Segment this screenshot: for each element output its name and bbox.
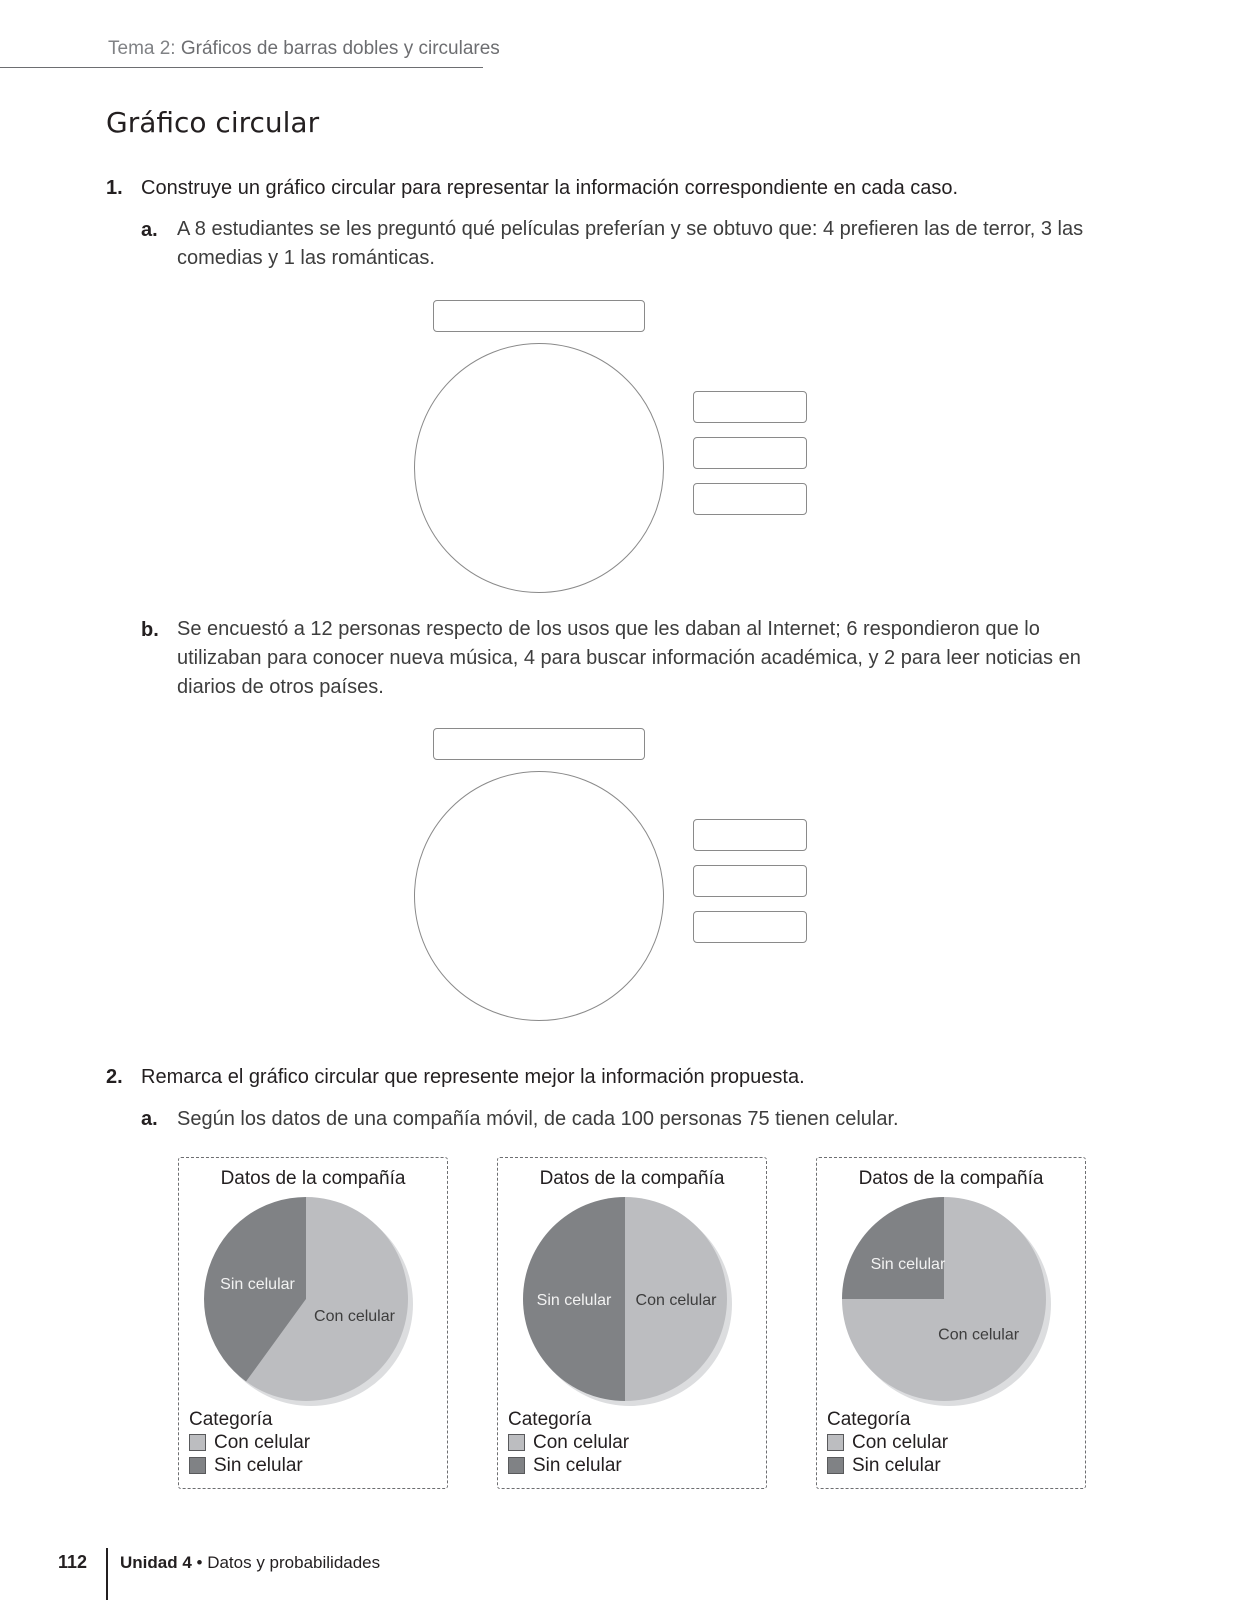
section-title: Gráfico circular xyxy=(106,106,320,139)
pie-chart-title: Datos de la compañía xyxy=(858,1168,1044,1189)
legend-box-1b-3[interactable] xyxy=(693,911,807,943)
pie-option-card-3[interactable] xyxy=(816,1157,1086,1489)
chart-title-box-1b[interactable] xyxy=(433,728,645,760)
topic-header xyxy=(108,38,500,60)
item-1a-letter: a. xyxy=(141,219,158,241)
pie-slice-label-sin-celular: Sin celular xyxy=(870,1255,946,1273)
footer-separator: • xyxy=(191,1553,208,1572)
pie-option-card-2[interactable] xyxy=(497,1157,767,1489)
legend-title: Categoría xyxy=(189,1408,273,1430)
pie-slice-label-sin-celular: Sin celular xyxy=(220,1276,295,1294)
legend-swatch-con-celular xyxy=(827,1434,844,1451)
item-1a-text: A 8 estudiantes se les preguntó qué películas preferían y se obtuvo que: 4 prefieren las de terror, 3 las comedias y 1 las románticas. xyxy=(177,218,1084,269)
legend-title: Categoría xyxy=(827,1408,911,1430)
question-2-text: Remarca el gráfico circular que represente mejor la información propuesta. xyxy=(141,1066,805,1088)
legend-box-1b-1[interactable] xyxy=(693,819,807,851)
pie-chart-title: Datos de la compañía xyxy=(220,1168,406,1189)
legend-swatch-sin-celular xyxy=(189,1457,206,1474)
legend-box-1a-2[interactable] xyxy=(693,437,807,469)
pie-slice-sin-celular xyxy=(842,1197,944,1299)
legend-item-sin-celular xyxy=(508,1454,629,1477)
legend-swatch-sin-celular xyxy=(508,1457,525,1474)
item-2a-letter: a. xyxy=(141,1108,158,1130)
legend-label: Con celular xyxy=(214,1431,311,1453)
pie-slice-label-con-celular: Con celular xyxy=(635,1292,717,1309)
footer-unit xyxy=(120,1553,380,1573)
footer-unit-title: Datos y probabilidades xyxy=(207,1553,381,1572)
chart-title-box-1a[interactable] xyxy=(433,300,645,332)
pie-option-card-1[interactable] xyxy=(178,1157,448,1489)
item-2a-text: Según los datos de una compañía móvil, de cada 100 personas 75 tienen celular. xyxy=(177,1108,899,1130)
question-1-number: 1. xyxy=(106,177,123,199)
footer-unit-label: Unidad 4 xyxy=(120,1553,192,1572)
legend-item-sin-celular xyxy=(189,1454,310,1477)
legend-item-con-celular xyxy=(827,1431,948,1454)
pie-chart-1 xyxy=(191,1196,421,1421)
pie-chart-title: Datos de la compañía xyxy=(539,1168,725,1189)
pie-drawing-circle-1a[interactable] xyxy=(414,343,664,593)
pie-legend xyxy=(508,1408,629,1477)
legend-item-sin-celular xyxy=(827,1454,948,1477)
legend-item-con-celular xyxy=(508,1431,629,1454)
legend-label: Con celular xyxy=(533,1431,630,1453)
pie-drawing-circle-1b[interactable] xyxy=(414,771,664,1021)
page-number: 112 xyxy=(58,1552,88,1572)
pie-legend xyxy=(189,1408,310,1477)
question-1-text: Construye un gráfico circular para representar la información correspondiente en cada caso. xyxy=(141,177,959,199)
item-1b-text: Se encuestó a 12 personas respecto de los usos que les daban al Internet; 6 respondieron que lo utilizaban para conocer nueva música, 4 para buscar información académica, y 2 para leer noticias en diarios de otros países. xyxy=(177,618,1081,698)
topic-prefix: Tema 2: xyxy=(108,38,176,59)
pie-slice-label-con-celular: Con celular xyxy=(314,1307,395,1325)
legend-label: Sin celular xyxy=(214,1454,303,1476)
legend-swatch-con-celular xyxy=(508,1434,525,1451)
pie-legend xyxy=(827,1408,948,1477)
footer-divider xyxy=(106,1548,108,1600)
legend-box-1a-1[interactable] xyxy=(693,391,807,423)
pie-chart-2 xyxy=(510,1196,740,1421)
legend-box-1a-3[interactable] xyxy=(693,483,807,515)
legend-box-1b-2[interactable] xyxy=(693,865,807,897)
legend-title: Categoría xyxy=(508,1408,592,1430)
legend-swatch-sin-celular xyxy=(827,1457,844,1474)
legend-label: Con celular xyxy=(852,1431,949,1453)
item-1b-letter: b. xyxy=(141,619,159,641)
legend-item-con-celular xyxy=(189,1431,310,1454)
legend-label: Sin celular xyxy=(533,1454,622,1476)
pie-chart-3 xyxy=(829,1196,1059,1421)
question-2-number: 2. xyxy=(106,1066,123,1088)
legend-label: Sin celular xyxy=(852,1454,941,1476)
topic-title: Gráficos de barras dobles y circulares xyxy=(175,38,500,59)
header-divider xyxy=(0,67,483,68)
pie-slice-label-sin-celular: Sin celular xyxy=(536,1292,612,1309)
pie-slice-label-con-celular: Con celular xyxy=(938,1326,1020,1344)
legend-swatch-con-celular xyxy=(189,1434,206,1451)
